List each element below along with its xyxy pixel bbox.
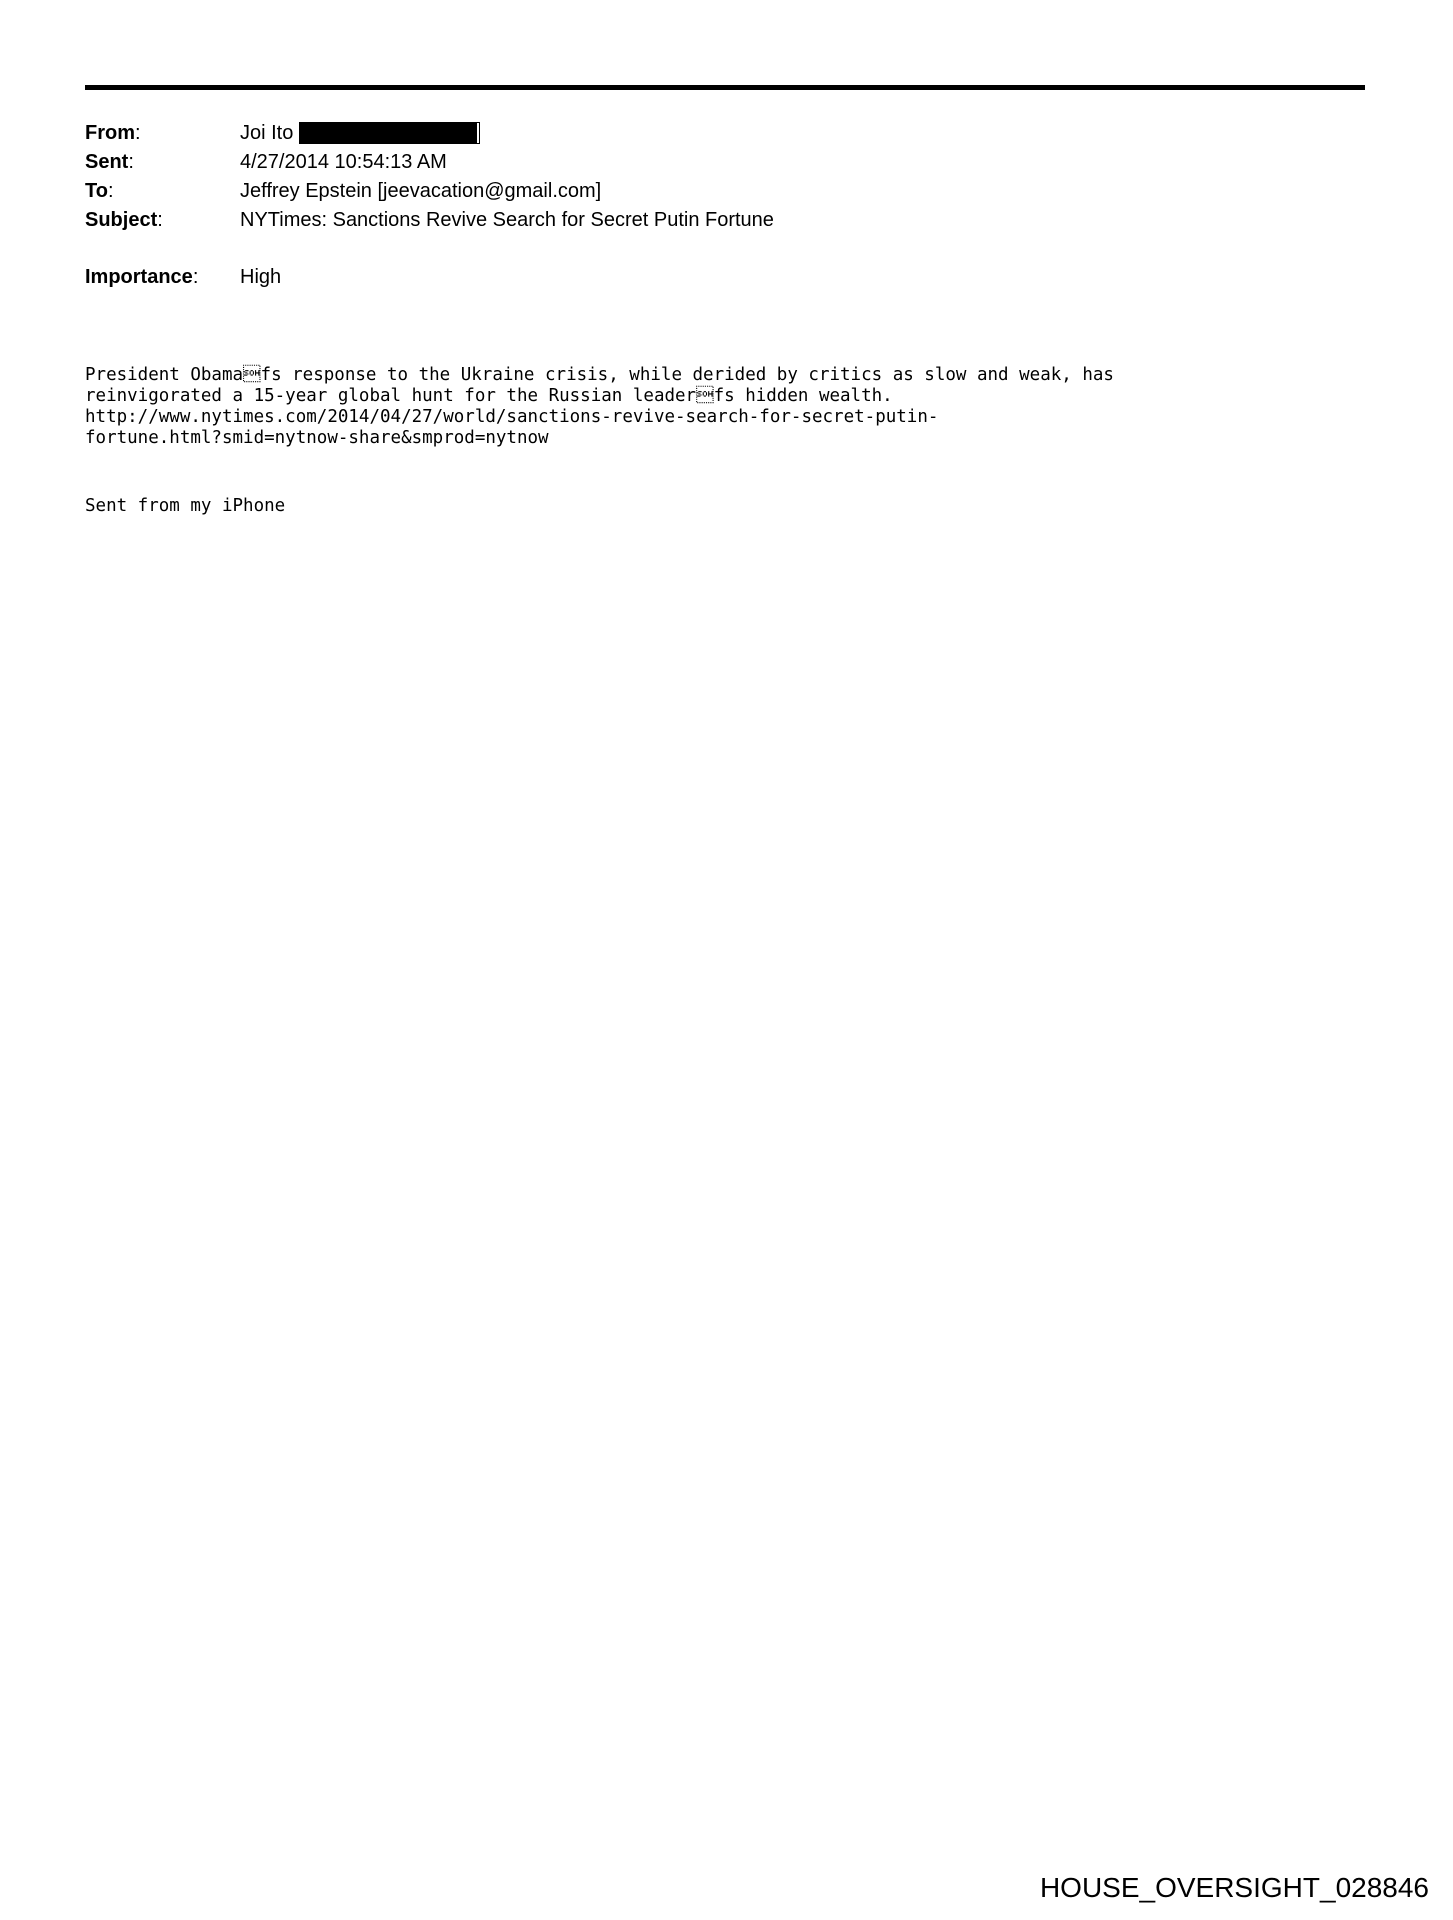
sent-label: Sent: bbox=[85, 151, 134, 173]
from-value bbox=[240, 120, 480, 146]
redaction-box bbox=[299, 122, 477, 144]
sent-value: 4/27/2014 10:54:13 AM bbox=[240, 151, 447, 173]
importance-value: High bbox=[240, 266, 282, 288]
sender-name: Joi Ito bbox=[240, 122, 294, 144]
top-rule bbox=[85, 85, 1365, 90]
to-label: To: bbox=[85, 180, 114, 202]
importance-label: Importance: bbox=[85, 266, 199, 288]
email-signature: Sent from my iPhone bbox=[85, 496, 286, 516]
subject-label: Subject: bbox=[85, 209, 163, 231]
bates-number: HOUSE_OVERSIGHT_028846 bbox=[1039, 1872, 1429, 1903]
email-body: President Obamafs response to the Ukraine crisis, while derided by critics as slow and weak, has reinvigorated a 15-year global hunt for the Russian leaderfs hidden wealth. http://www.nytimes.com/2014/04/27/world/sanctions-revive-search-for-secret-putin- fortune.html?smid=nytnow-share&smprod=nytnow bbox=[85, 365, 1114, 448]
to-value: Jeffrey Epstein [jeevacation@gmail.com] bbox=[240, 180, 602, 202]
subject-value: NYTimes: Sanctions Revive Search for Secret Putin Fortune bbox=[240, 209, 774, 231]
from-label: From: bbox=[85, 122, 141, 144]
redaction-bracket bbox=[477, 122, 480, 144]
